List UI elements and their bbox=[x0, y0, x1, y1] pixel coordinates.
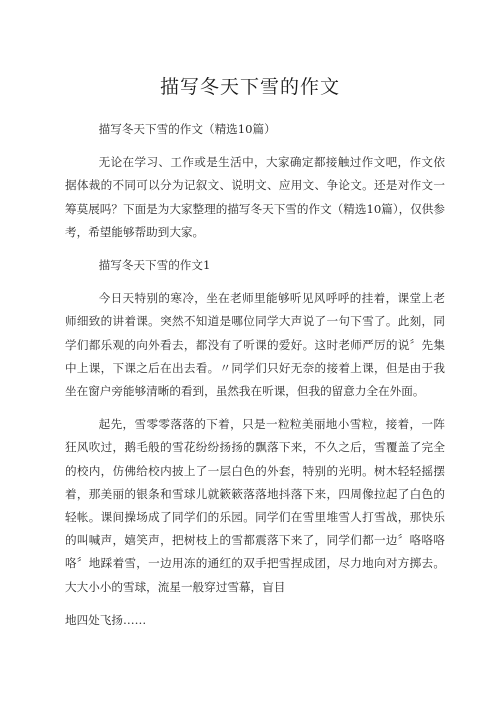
section-heading: 描写冬天下雪的作文1 bbox=[98, 258, 211, 273]
essay-paragraph-2: 起先，雪零零落落的下着，只是一粒粒美丽地小雪粒，接着，一阵狂风吹过，鹅毛般的雪花纷纷扬扬的飘落下来，不久之后，雪覆盖了完全的校内，仿佛给校内披上了一层白色的外套，特别的光明。树木轻轻摇摆着，那美丽的银条和雪球儿就簌簌落落地抖落下来，四周像拉起了白色的轻帐。课间操场成了同学们的乐园。同学们在雪里堆雪人打雪战，那快乐的叫喊声，嬉笑声，把树枝上的雪都震落下来了，同学们都一边〞咯咯咯咯〞地踩着雪，一边用冻的通红的双手把雪捏成团，尽力地向对方掷去。大大小小的雪球，流星一般穿过雪幕，盲目 bbox=[65, 417, 445, 594]
document-subtitle: 描写冬天下雪的作文（精选10篇） bbox=[98, 122, 276, 136]
essay-paragraph-3: 地四处飞扬…… bbox=[65, 612, 147, 627]
document-body bbox=[65, 118, 445, 642]
intro-paragraph: 无论在学习、工作或是生活中，大家确定都接触过作文吧，作文依据体裁的不同可以分为记叙文、说明文、应用文、争论文。还是对作文一筹莫展吗？下面是为大家整理的描写冬天下雪的作文（精选10篇），仅供参考，希望能够帮助到大家。 bbox=[65, 155, 445, 239]
page-title: 描写冬天下雪的作文 bbox=[159, 76, 340, 98]
essay-paragraph-1: 今日天特别的寒冷，坐在老师里能够听见风呼呼的挂着，课堂上老师细致的讲着课。突然不知道是哪位同学大声说了一句下雪了。此刻，同学们都乐观的向外看去，都没有了听课的爱好。这时老师严厉的说〞先集中上课，下课之后在出去看。〃同学们只好无奈的接着上课，但是由于我坐在窗户旁能够清晰的看到，虽然我在听课，但我的留意力全在外面。 bbox=[65, 291, 445, 399]
